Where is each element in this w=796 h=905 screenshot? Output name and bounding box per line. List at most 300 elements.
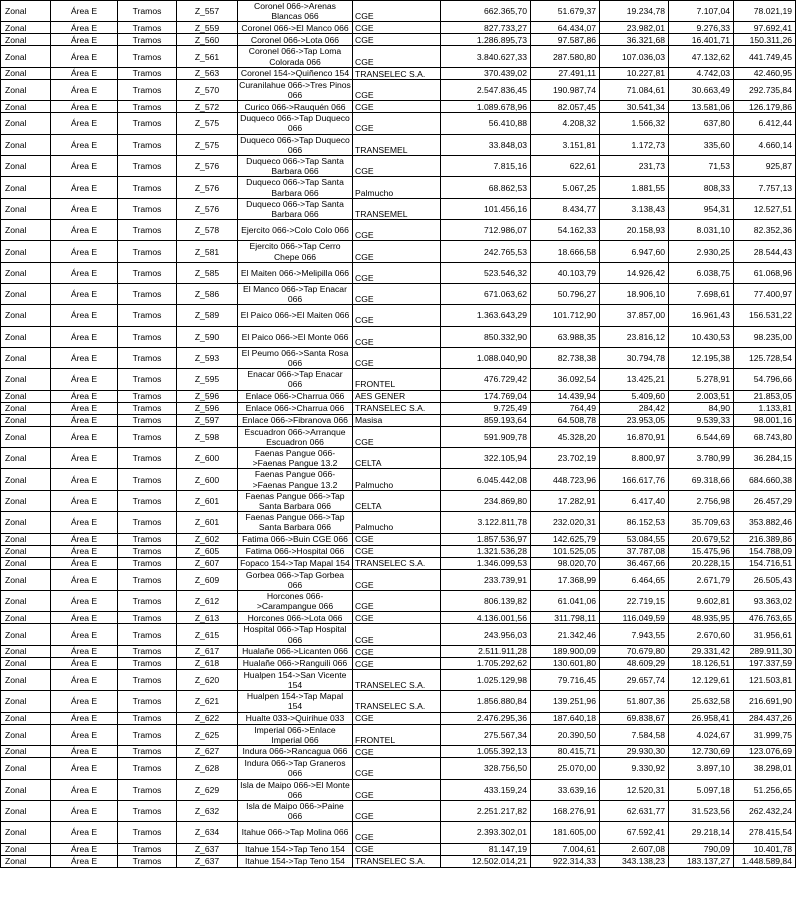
value-3-cell: 14.926,42 [600,262,669,283]
value-2-cell: 8.434,77 [531,198,600,219]
owner-cell: CGE [353,347,441,368]
table-row [1,645,796,657]
code-cell: Z_578 [177,220,238,241]
value-4-cell: 2.930,25 [669,241,734,262]
zone-cell: Zonal [1,758,51,779]
area-cell: Área E [51,305,118,326]
code-cell: Z_576 [177,156,238,177]
value-2-cell: 80.415,71 [531,746,600,758]
value-5-cell: 441.749,45 [734,46,796,67]
value-1-cell: 3.122.811,78 [441,512,531,533]
table-row [1,612,796,624]
owner-cell: CGE [353,22,441,34]
value-5-cell: 1.133,81 [734,402,796,414]
type-cell: Tramos [118,134,177,155]
owner-cell: CGE [353,241,441,262]
segment-cell: Faenas Pangue 066->Tap Santa Barbara 066 [238,490,353,511]
value-3-cell: 48.609,29 [600,657,669,669]
value-2-cell: 3.151,81 [531,134,600,155]
owner-cell: CGE [353,46,441,67]
value-3-cell: 30.541,34 [600,101,669,113]
owner-cell: TRANSELEC S.A. [353,855,441,867]
value-1-cell: 671.063,62 [441,284,531,305]
area-cell: Área E [51,800,118,821]
table-row [1,624,796,645]
segment-cell: Hualañe 066->Ranguili 066 [238,657,353,669]
value-3-cell: 1.881,55 [600,177,669,198]
value-5-cell: 82.352,36 [734,220,796,241]
value-4-cell: 71,53 [669,156,734,177]
value-4-cell: 9.539,33 [669,414,734,426]
table-row [1,402,796,414]
value-2-cell: 101.525,05 [531,545,600,557]
table-row [1,591,796,612]
area-cell: Área E [51,284,118,305]
value-3-cell: 6.947,60 [600,241,669,262]
value-3-cell: 19.234,78 [600,1,669,22]
code-cell: Z_601 [177,512,238,533]
owner-cell: CGE [353,758,441,779]
type-cell: Tramos [118,390,177,402]
value-1-cell: 523.546,32 [441,262,531,283]
code-cell: Z_563 [177,67,238,79]
code-cell: Z_595 [177,369,238,390]
zone-cell: Zonal [1,326,51,347]
value-3-cell: 5.409,60 [600,390,669,402]
type-cell: Tramos [118,220,177,241]
zone-cell: Zonal [1,198,51,219]
owner-cell: CGE [353,843,441,855]
zone-cell: Zonal [1,533,51,545]
code-cell: Z_575 [177,134,238,155]
value-1-cell: 1.346.099,53 [441,557,531,569]
value-4-cell: 7.698,61 [669,284,734,305]
zone-cell: Zonal [1,347,51,368]
code-cell: Z_621 [177,691,238,712]
segment-cell: El Manco 066->Tap Enacar 066 [238,284,353,305]
area-cell: Área E [51,113,118,134]
value-5-cell: 6.412,44 [734,113,796,134]
value-1-cell: 1.025.129,98 [441,669,531,690]
value-5-cell: 93.363,02 [734,591,796,612]
table-row [1,414,796,426]
table-row [1,326,796,347]
area-cell: Área E [51,545,118,557]
area-cell: Área E [51,220,118,241]
code-cell: Z_576 [177,177,238,198]
type-cell: Tramos [118,624,177,645]
segment-cell: Indura 066->Rancagua 066 [238,746,353,758]
segment-cell: Ejercito 066->Tap Cerro Chepe 066 [238,241,353,262]
value-5-cell: 292.735,84 [734,79,796,100]
value-5-cell: 26.457,29 [734,490,796,511]
value-5-cell: 68.743,80 [734,426,796,447]
segment-cell: Hospital 066->Tap Hospital 066 [238,624,353,645]
table-row [1,390,796,402]
code-cell: Z_593 [177,347,238,368]
zone-cell: Zonal [1,241,51,262]
code-cell: Z_600 [177,469,238,490]
code-cell: Z_589 [177,305,238,326]
owner-cell: FRONTEL [353,724,441,745]
segment-cell: Escuadron 066->Arranque Escuadron 066 [238,426,353,447]
area-cell: Área E [51,691,118,712]
code-cell: Z_597 [177,414,238,426]
value-3-cell: 1.566,32 [600,113,669,134]
owner-cell: TRANSELEC S.A. [353,691,441,712]
value-1-cell: 2.476.295,36 [441,712,531,724]
table-row [1,262,796,283]
value-1-cell: 476.729,42 [441,369,531,390]
value-3-cell: 62.631,77 [600,800,669,821]
code-cell: Z_570 [177,79,238,100]
value-3-cell: 116.049,59 [600,612,669,624]
value-4-cell: 637,80 [669,113,734,134]
segment-cell: Fopaco 154->Tap Mapal 154 [238,557,353,569]
value-5-cell: 353.882,46 [734,512,796,533]
table-row [1,469,796,490]
type-cell: Tramos [118,512,177,533]
area-cell: Área E [51,46,118,67]
code-cell: Z_629 [177,779,238,800]
value-3-cell: 69.838,67 [600,712,669,724]
area-cell: Área E [51,657,118,669]
code-cell: Z_605 [177,545,238,557]
owner-cell: TRANSEMEL [353,134,441,155]
value-4-cell: 15.475,96 [669,545,734,557]
value-3-cell: 12.520,31 [600,779,669,800]
value-4-cell: 9.276,33 [669,22,734,34]
type-cell: Tramos [118,712,177,724]
table-row [1,533,796,545]
type-cell: Tramos [118,645,177,657]
segment-cell: Imperial 066->Enlace Imperial 066 [238,724,353,745]
value-3-cell: 284,42 [600,402,669,414]
owner-cell: CELTA [353,490,441,511]
code-cell: Z_618 [177,657,238,669]
table-row [1,34,796,46]
owner-cell: CGE [353,657,441,669]
owner-cell: CGE [353,326,441,347]
value-4-cell: 2.671,79 [669,569,734,590]
value-2-cell: 17.368,99 [531,569,600,590]
value-2-cell: 63.988,35 [531,326,600,347]
type-cell: Tramos [118,1,177,22]
value-4-cell: 808,33 [669,177,734,198]
value-4-cell: 16.961,43 [669,305,734,326]
zone-cell: Zonal [1,414,51,426]
segment-cell: Enlace 066->Charrua 066 [238,390,353,402]
area-cell: Área E [51,843,118,855]
owner-cell: CGE [353,779,441,800]
value-5-cell: 42.460,95 [734,67,796,79]
value-4-cell: 84,90 [669,402,734,414]
segment-cell: El Maiten 066->Melipilla 066 [238,262,353,283]
value-2-cell: 232.020,31 [531,512,600,533]
table-row [1,779,796,800]
type-cell: Tramos [118,448,177,469]
value-2-cell: 4.208,32 [531,113,600,134]
value-3-cell: 29.930,30 [600,746,669,758]
segment-cell: Indura 066->Tap Graneros 066 [238,758,353,779]
area-cell: Área E [51,758,118,779]
table-row [1,426,796,447]
owner-cell: CGE [353,284,441,305]
type-cell: Tramos [118,855,177,867]
value-1-cell: 850.332,90 [441,326,531,347]
type-cell: Tramos [118,591,177,612]
value-2-cell: 54.162,33 [531,220,600,241]
segment-cell: Coronel 066->El Manco 066 [238,22,353,34]
table-row [1,198,796,219]
value-5-cell: 51.256,65 [734,779,796,800]
area-cell: Área E [51,156,118,177]
owner-cell: CGE [353,822,441,843]
owner-cell: Masisa [353,414,441,426]
table-row [1,134,796,155]
value-2-cell: 181.605,00 [531,822,600,843]
value-3-cell: 18.906,10 [600,284,669,305]
value-3-cell: 3.138,43 [600,198,669,219]
owner-cell: CGE [353,101,441,113]
value-4-cell: 3.780,99 [669,448,734,469]
segment-cell: Coronel 154->Quiñenco 154 [238,67,353,79]
value-3-cell: 86.152,53 [600,512,669,533]
value-1-cell: 433.159,24 [441,779,531,800]
owner-cell: Palmucho [353,469,441,490]
value-4-cell: 5.097,18 [669,779,734,800]
value-5-cell: 31.956,61 [734,624,796,645]
value-2-cell: 142.625,79 [531,533,600,545]
zone-cell: Zonal [1,843,51,855]
table-row [1,448,796,469]
zone-cell: Zonal [1,1,51,22]
table-row [1,490,796,511]
segment-cell: Hualpen 154->San Vicente 154 [238,669,353,690]
zone-cell: Zonal [1,177,51,198]
area-cell: Área E [51,855,118,867]
value-1-cell: 1.286.895,73 [441,34,531,46]
owner-cell: TRANSELEC S.A. [353,557,441,569]
value-1-cell: 233.739,91 [441,569,531,590]
value-4-cell: 10.430,53 [669,326,734,347]
value-1-cell: 322.105,94 [441,448,531,469]
value-5-cell: 123.076,69 [734,746,796,758]
zone-cell: Zonal [1,67,51,79]
value-1-cell: 101.456,16 [441,198,531,219]
value-2-cell: 36.092,54 [531,369,600,390]
segment-cell: Itahue 066->Tap Molina 066 [238,822,353,843]
code-cell: Z_600 [177,448,238,469]
table-row [1,241,796,262]
value-1-cell: 7.815,16 [441,156,531,177]
value-5-cell: 156.531,22 [734,305,796,326]
code-cell: Z_609 [177,569,238,590]
value-3-cell: 36.321,68 [600,34,669,46]
segment-cell: Curanilahue 066->Tres Pinos 066 [239,79,351,101]
value-1-cell: 243.956,03 [441,624,531,645]
value-2-cell: 21.342,46 [531,624,600,645]
segment-cell: Horcones 066->Lota 066 [238,612,353,624]
zone-cell: Zonal [1,490,51,511]
table-row [1,220,796,241]
segment-cell: Enacar 066->Tap Enacar 066 [238,369,353,390]
value-2-cell: 82.738,38 [531,347,600,368]
area-cell: Área E [51,724,118,745]
value-1-cell: 9.725,49 [441,402,531,414]
segment-cell: Enlace 066->Charrua 066 [238,402,353,414]
owner-cell: AES GENER [353,390,441,402]
area-cell: Área E [51,326,118,347]
value-1-cell: 712.986,07 [441,220,531,241]
zone-cell: Zonal [1,34,51,46]
code-cell: Z_560 [177,34,238,46]
value-2-cell: 97.587,86 [531,34,600,46]
value-5-cell: 476.763,65 [734,612,796,624]
value-3-cell: 13.425,21 [600,369,669,390]
value-2-cell: 7.004,61 [531,843,600,855]
value-4-cell: 20.228,15 [669,557,734,569]
value-3-cell: 1.172,73 [600,134,669,155]
zone-cell: Zonal [1,284,51,305]
zone-cell: Zonal [1,369,51,390]
area-cell: Área E [51,557,118,569]
table-row [1,746,796,758]
zone-cell: Zonal [1,101,51,113]
value-4-cell: 6.544,69 [669,426,734,447]
value-2-cell: 311.798,11 [531,612,600,624]
table-row [1,569,796,590]
value-2-cell: 448.723,96 [531,469,600,490]
value-1-cell: 174.769,04 [441,390,531,402]
type-cell: Tramos [118,347,177,368]
type-cell: Tramos [118,284,177,305]
segment-cell: El Paico 066->El Maiten 066 [238,305,353,326]
value-3-cell: 30.794,78 [600,347,669,368]
table-row [1,855,796,867]
value-5-cell: 289.911,30 [734,645,796,657]
owner-cell: CGE [353,113,441,134]
table-row [1,712,796,724]
type-cell: Tramos [118,67,177,79]
area-cell: Área E [51,779,118,800]
segment-cell: Itahue 154->Tap Teno 154 [238,843,353,855]
area-cell: Área E [51,448,118,469]
value-2-cell: 27.491,11 [531,67,600,79]
code-cell: Z_615 [177,624,238,645]
value-2-cell: 64.508,78 [531,414,600,426]
zone-cell: Zonal [1,800,51,821]
segment-cell: Curico 066->Rauquén 066 [238,101,353,113]
value-2-cell: 61.041,06 [531,591,600,612]
type-cell: Tramos [118,691,177,712]
value-2-cell: 764,49 [531,402,600,414]
type-cell: Tramos [118,241,177,262]
segment-cell: Fatima 066->Hospital 066 [238,545,353,557]
code-cell: Z_627 [177,746,238,758]
area-cell: Área E [51,262,118,283]
value-4-cell: 183.137,27 [669,855,734,867]
value-4-cell: 18.126,51 [669,657,734,669]
owner-cell: CGE [353,545,441,557]
value-5-cell: 125.728,54 [734,347,796,368]
value-4-cell: 6.038,75 [669,262,734,283]
code-cell: Z_601 [177,490,238,511]
value-2-cell: 101.712,90 [531,305,600,326]
value-3-cell: 16.870,91 [600,426,669,447]
value-3-cell: 8.800,97 [600,448,669,469]
value-3-cell: 6.417,40 [600,490,669,511]
value-4-cell: 12.129,61 [669,669,734,690]
code-cell: Z_613 [177,612,238,624]
value-4-cell: 9.602,81 [669,591,734,612]
table-row [1,156,796,177]
value-4-cell: 25.632,58 [669,691,734,712]
code-cell: Z_632 [177,800,238,821]
zone-cell: Zonal [1,113,51,134]
value-1-cell: 4.136.001,56 [441,612,531,624]
value-1-cell: 1.705.292,62 [441,657,531,669]
value-1-cell: 1.363.643,29 [441,305,531,326]
type-cell: Tramos [118,822,177,843]
segment-cell: Isla de Maipo 066->El Monte 066 [238,779,353,800]
table-row [1,691,796,712]
value-4-cell: 47.132,62 [669,46,734,67]
value-1-cell: 2.511.911,28 [441,645,531,657]
code-cell: Z_596 [177,390,238,402]
type-cell: Tramos [118,669,177,690]
value-4-cell: 16.401,71 [669,34,734,46]
owner-cell: CGE [353,612,441,624]
value-2-cell: 17.282,91 [531,490,600,511]
value-4-cell: 4.742,03 [669,67,734,79]
value-3-cell: 67.592,41 [600,822,669,843]
value-3-cell: 71.084,61 [600,79,669,100]
value-1-cell: 6.045.442,08 [441,469,531,490]
table-row [1,1,796,22]
owner-cell: CGE [353,34,441,46]
table-row [1,657,796,669]
value-1-cell: 1.321.536,28 [441,545,531,557]
zone-cell: Zonal [1,512,51,533]
code-cell: Z_637 [177,855,238,867]
segment-cell: Duqueco 066->Tap Santa Barbara 066 [238,177,353,198]
segment-cell: Horcones 066->Carampangue 066 [238,591,353,612]
segment-cell: Fatima 066->Buin CGE 066 [238,533,353,545]
owner-cell: FRONTEL [353,369,441,390]
type-cell: Tramos [118,79,177,100]
value-4-cell: 48.935,95 [669,612,734,624]
area-cell: Área E [51,34,118,46]
zone-cell: Zonal [1,545,51,557]
zone-cell: Zonal [1,402,51,414]
zone-cell: Zonal [1,591,51,612]
type-cell: Tramos [118,426,177,447]
code-cell: Z_559 [177,22,238,34]
value-5-cell: 98.001,16 [734,414,796,426]
value-3-cell: 7.584,58 [600,724,669,745]
value-4-cell: 8.031,10 [669,220,734,241]
owner-cell: CGE [353,569,441,590]
zone-cell: Zonal [1,469,51,490]
zone-cell: Zonal [1,134,51,155]
value-1-cell: 1.088.040,90 [441,347,531,368]
value-2-cell: 51.679,37 [531,1,600,22]
value-3-cell: 107.036,03 [600,46,669,67]
code-cell: Z_561 [177,46,238,67]
type-cell: Tramos [118,369,177,390]
value-4-cell: 7.107,04 [669,1,734,22]
